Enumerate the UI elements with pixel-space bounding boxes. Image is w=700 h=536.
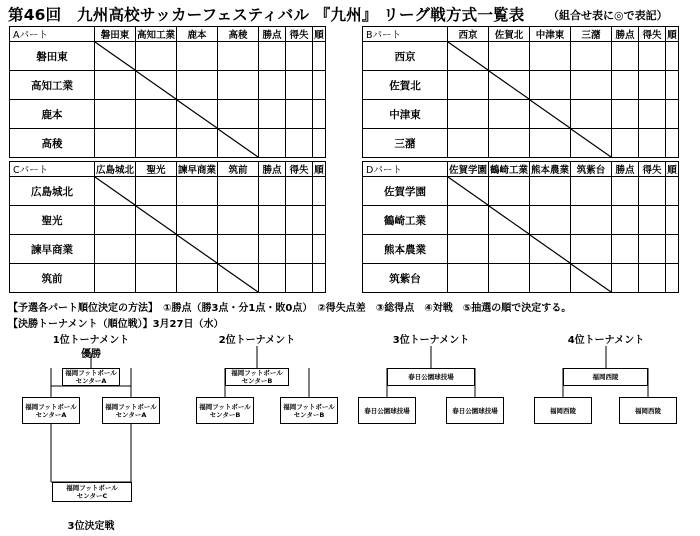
points-cell [612, 129, 639, 158]
part-name: Aパート [10, 27, 95, 42]
table-row [363, 264, 679, 293]
table-row [10, 206, 326, 235]
self-match-cell [489, 206, 530, 235]
tournament-1-winner: 優勝 [81, 349, 101, 360]
rank-cell [666, 235, 679, 264]
table-row [363, 42, 679, 71]
team-name: 広島城北 [10, 177, 95, 206]
team-name: 聖光 [10, 206, 95, 235]
rank-cell [666, 264, 679, 293]
result-cell [489, 42, 530, 71]
opponent-header: 佐賀北 [489, 27, 530, 42]
result-cell [136, 42, 177, 71]
league-table-part-3 [9, 161, 326, 293]
result-cell [95, 71, 136, 100]
self-match-cell [95, 42, 136, 71]
opponent-header: 聖光 [136, 162, 177, 177]
self-match-cell [218, 129, 259, 158]
rank-cell [313, 264, 326, 293]
opponent-header: 熊本農業 [530, 162, 571, 177]
league-table-part-1 [9, 26, 326, 158]
self-match-cell [95, 177, 136, 206]
table-row [363, 206, 679, 235]
result-cell [571, 206, 612, 235]
ranking-method-note: 【予選各パート順位決定の方法】 ①勝点（勝3点・分1点・敗0点） ②得失点差 ③総得点 ④対戦 ⑤抽選の順で決定する。 [8, 303, 572, 314]
self-match-cell [530, 235, 571, 264]
result-cell [530, 129, 571, 158]
opponent-header: 高稜 [218, 27, 259, 42]
result-cell [136, 264, 177, 293]
third-place-label: 3位決定戦 [67, 521, 115, 532]
points-cell [259, 235, 286, 264]
result-cell [177, 206, 218, 235]
result-cell [448, 235, 489, 264]
result-cell [448, 71, 489, 100]
tournament-3-semi-right [446, 397, 504, 424]
result-cell [218, 206, 259, 235]
points-cell [259, 100, 286, 129]
table-row [10, 235, 326, 264]
self-match-cell [136, 71, 177, 100]
points-cell [259, 177, 286, 206]
rank-cell [313, 42, 326, 71]
final-tournament-heading: 【決勝トーナメント（順位戦）】3月27日（水） [8, 319, 224, 330]
result-cell [136, 235, 177, 264]
venue-name: 福岡フットボール センターA [65, 369, 117, 385]
points-cell [612, 264, 639, 293]
third-place-venue [52, 482, 132, 502]
rank-cell [313, 71, 326, 100]
points-header: 勝点 [612, 162, 639, 177]
goal-diff-cell [286, 129, 313, 158]
team-name: 筑前 [10, 264, 95, 293]
team-name: 鶴崎工業 [363, 206, 448, 235]
venue-name: 春日公園球技場 [408, 373, 454, 381]
result-cell [571, 100, 612, 129]
result-cell [218, 100, 259, 129]
rank-cell [313, 129, 326, 158]
opponent-header: 西京 [448, 27, 489, 42]
rank-cell [666, 100, 679, 129]
result-cell [448, 206, 489, 235]
venue-name: 福岡フットボール センターB [199, 402, 251, 419]
table-row [10, 129, 326, 158]
part-name: Bパート [363, 27, 448, 42]
self-match-cell [218, 264, 259, 293]
venue-name: 春日公園球技場 [364, 406, 410, 415]
self-match-cell [448, 177, 489, 206]
goal-diff-cell [286, 235, 313, 264]
self-match-cell [448, 42, 489, 71]
team-name: 磐田東 [10, 42, 95, 71]
table-row [10, 42, 326, 71]
goal-diff-header: 得失 [639, 27, 666, 42]
self-match-cell [571, 129, 612, 158]
tournament-1-label: 1位トーナメント [52, 335, 130, 346]
opponent-header: 三潴 [571, 27, 612, 42]
opponent-header: 鹿本 [177, 27, 218, 42]
points-cell [612, 235, 639, 264]
goal-diff-cell [286, 206, 313, 235]
result-cell [489, 177, 530, 206]
rank-cell [313, 100, 326, 129]
rank-cell [313, 177, 326, 206]
tournament-4-label: 4位トーナメント [567, 335, 645, 346]
goal-diff-header: 得失 [286, 27, 313, 42]
rank-header: 順 [313, 27, 326, 42]
league-table-part-2 [362, 26, 679, 158]
result-cell [530, 42, 571, 71]
result-cell [489, 264, 530, 293]
rank-cell [666, 177, 679, 206]
points-header: 勝点 [612, 27, 639, 42]
result-cell [218, 42, 259, 71]
opponent-header: 中津東 [530, 27, 571, 42]
result-cell [177, 129, 218, 158]
venue-name: 福岡フットボール センターB [231, 369, 283, 385]
points-cell [612, 71, 639, 100]
result-cell [136, 129, 177, 158]
tournament-3-label: 3位トーナメント [392, 335, 470, 346]
venue-name: 福岡西陵 [550, 406, 576, 415]
opponent-header: 広島城北 [95, 162, 136, 177]
result-cell [177, 42, 218, 71]
result-cell [489, 235, 530, 264]
opponent-header: 諫早商業 [177, 162, 218, 177]
points-cell [259, 129, 286, 158]
table-row [363, 235, 679, 264]
self-match-cell [177, 235, 218, 264]
result-cell [571, 235, 612, 264]
league-table-part-4 [362, 161, 679, 293]
points-cell [612, 177, 639, 206]
result-cell [95, 206, 136, 235]
self-match-cell [489, 71, 530, 100]
result-cell [177, 177, 218, 206]
part-name: Cパート [10, 162, 95, 177]
goal-diff-header: 得失 [286, 162, 313, 177]
goal-diff-cell [286, 42, 313, 71]
goal-diff-cell [639, 206, 666, 235]
goal-diff-header: 得失 [639, 162, 666, 177]
table-row [363, 177, 679, 206]
result-cell [530, 177, 571, 206]
goal-diff-cell [639, 129, 666, 158]
venue-name: 福岡フットボール センターA [25, 402, 77, 419]
goal-diff-cell [639, 235, 666, 264]
rank-cell [666, 71, 679, 100]
goal-diff-cell [639, 177, 666, 206]
opponent-header: 鶴崎工業 [489, 162, 530, 177]
points-header: 勝点 [259, 27, 286, 42]
tournament-4-semi-right [619, 397, 677, 424]
points-cell [259, 206, 286, 235]
table-row [10, 177, 326, 206]
rank-cell [313, 206, 326, 235]
rank-cell [666, 42, 679, 71]
result-cell [530, 71, 571, 100]
tournament-4-semi-left [534, 397, 592, 424]
tournament-1-semi-right [102, 397, 160, 424]
points-cell [612, 100, 639, 129]
self-match-cell [530, 100, 571, 129]
goal-diff-cell [639, 42, 666, 71]
result-cell [136, 177, 177, 206]
opponent-header: 佐賀学園 [448, 162, 489, 177]
table-row [10, 100, 326, 129]
goal-diff-cell [286, 177, 313, 206]
team-name: 筑紫台 [363, 264, 448, 293]
team-name: 三潴 [363, 129, 448, 158]
team-name: 熊本農業 [363, 235, 448, 264]
opponent-header: 筑紫台 [571, 162, 612, 177]
result-cell [571, 42, 612, 71]
result-cell [177, 71, 218, 100]
tournament-1-semi-left [22, 397, 80, 424]
rank-header: 順 [666, 27, 679, 42]
venue-name: 春日公園球技場 [452, 406, 498, 415]
table-row [363, 71, 679, 100]
result-cell [95, 264, 136, 293]
tournament-2-final-venue [225, 368, 289, 386]
points-cell [259, 42, 286, 71]
result-cell [218, 177, 259, 206]
rank-cell [666, 129, 679, 158]
points-cell [612, 206, 639, 235]
self-match-cell [136, 206, 177, 235]
result-cell [530, 206, 571, 235]
goal-diff-cell [286, 100, 313, 129]
result-cell [177, 264, 218, 293]
self-match-cell [177, 100, 218, 129]
tournament-2-semi-left [196, 397, 254, 424]
result-cell [489, 129, 530, 158]
tournament-3-semi-left [358, 397, 416, 424]
result-cell [95, 235, 136, 264]
venue-name: 福岡フットボール センターA [105, 402, 157, 419]
goal-diff-cell [639, 71, 666, 100]
result-cell [95, 100, 136, 129]
venue-name: 福岡フットボール センターC [66, 484, 118, 500]
self-match-cell [571, 264, 612, 293]
venue-name: 福岡西陵 [635, 406, 661, 415]
tournament-1-final-venue [62, 368, 120, 386]
result-cell [136, 100, 177, 129]
team-name: 高知工業 [10, 71, 95, 100]
result-cell [448, 264, 489, 293]
team-name: 高稜 [10, 129, 95, 158]
table-row [363, 100, 679, 129]
goal-diff-cell [639, 264, 666, 293]
points-header: 勝点 [259, 162, 286, 177]
tournament-3-final-venue [387, 368, 475, 386]
venue-name: 福岡フットボール センターB [283, 402, 335, 419]
tournament-4-final-venue [563, 368, 648, 386]
tournament-2-label: 2位トーナメント [218, 335, 296, 346]
points-cell [259, 71, 286, 100]
result-cell [218, 71, 259, 100]
result-cell [571, 177, 612, 206]
rank-header: 順 [666, 162, 679, 177]
rank-cell [313, 235, 326, 264]
title-note: （組合せ表に◎で表記） [548, 9, 668, 22]
team-name: 西京 [363, 42, 448, 71]
result-cell [448, 129, 489, 158]
opponent-header: 磐田東 [95, 27, 136, 42]
table-row [10, 71, 326, 100]
result-cell [218, 235, 259, 264]
goal-diff-cell [639, 100, 666, 129]
result-cell [530, 264, 571, 293]
rank-cell [666, 206, 679, 235]
result-cell [95, 129, 136, 158]
result-cell [489, 100, 530, 129]
goal-diff-cell [286, 264, 313, 293]
table-row [363, 129, 679, 158]
rank-header: 順 [313, 162, 326, 177]
venue-name: 福岡西陵 [592, 373, 619, 381]
table-row [10, 264, 326, 293]
result-cell [571, 71, 612, 100]
team-name: 諫早商業 [10, 235, 95, 264]
team-name: 佐賀北 [363, 71, 448, 100]
points-cell [612, 42, 639, 71]
part-name: Dパート [363, 162, 448, 177]
team-name: 鹿本 [10, 100, 95, 129]
result-cell [448, 100, 489, 129]
opponent-header: 高知工業 [136, 27, 177, 42]
team-name: 中津東 [363, 100, 448, 129]
team-name: 佐賀学園 [363, 177, 448, 206]
points-cell [259, 264, 286, 293]
page-title: 第46回 九州高校サッカーフェスティバル 『九州』 リーグ戦方式一覧表 [8, 6, 525, 24]
opponent-header: 筑前 [218, 162, 259, 177]
tournament-2-semi-right [280, 397, 338, 424]
goal-diff-cell [286, 71, 313, 100]
